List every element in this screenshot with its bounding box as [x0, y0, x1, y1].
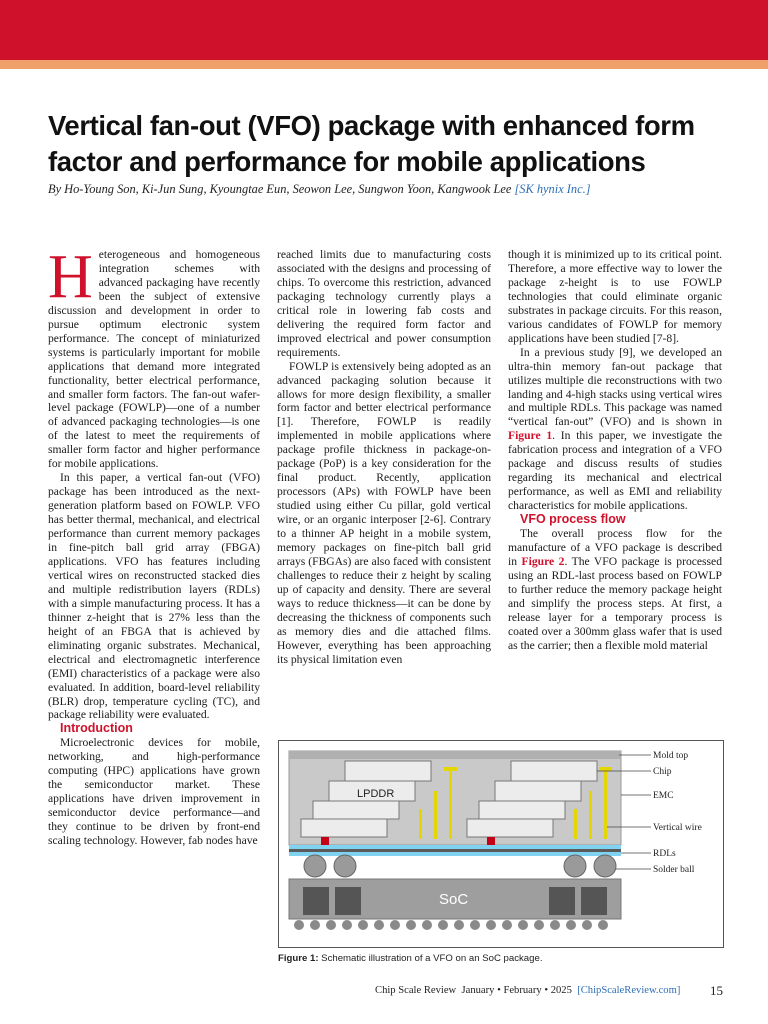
vertical-wire: [604, 771, 607, 839]
figure-2-reference[interactable]: Figure 2: [521, 554, 565, 568]
paragraph-5: FOWLP is extensively being adopted as an advanced packaging solution because it allows for more design flexibility, a smaller form factor and better electrical performance [1]. Therefore, FOWLP is readily implemented in mobile applications where package profile thickness in package-on-package (PoP) is a key consideration for the final product. Recently, application processors (APs) with FOWLP have been studied using either Cu pillar, gold vertical wire, or an organic interposer [2-6]. Contrary to a thinner AP height in a mobile system, memory packages on fine-pitch ball grid arrays (FBGAs) are also faced with consistent challenges to reduce their z height by scaling up of capacity and density. There are several ways to reduce thickness—it can be done by decreasing the thickness of components such as memory dies and die attached films. However, everything has been approaching its physical limitation even: [277, 359, 491, 666]
column-3: [508, 248, 722, 653]
section-heading-process-flow: VFO process flow: [520, 512, 626, 527]
byline: [48, 182, 738, 197]
soc-bump: [335, 887, 361, 915]
caption-label: Figure 1:: [278, 953, 319, 964]
column-1: [48, 243, 260, 848]
callout-chip: Chip: [653, 767, 672, 777]
paragraph-4: reached limits due to manufacturing costs associated with the designs and processing of chips. To overcome this restriction, advanced packaging technology currently plays a critical role in lowering fab costs and delivering the required form factor and improved electrical and power consumption requirements.: [277, 248, 491, 359]
solder-ball: [334, 855, 356, 877]
solder-ball: [304, 855, 326, 877]
red-mark: [487, 837, 495, 845]
callout-rdls: RDLs: [653, 849, 676, 859]
rdl-layer: [289, 849, 621, 852]
vertical-wire: [419, 809, 422, 839]
paragraph-3: Microelectronic devices for mobile, networking, and high-performance computing (HPC) applications have grown the semiconductor market. These applications have driven improvement in semiconductor device performance—and they continue to be driven by front-end scaling technology. However, fab nodes have: [48, 736, 260, 848]
callout-solder-ball: Solder ball: [653, 865, 695, 875]
soc-bump: [581, 887, 607, 915]
page-footer: [375, 985, 723, 996]
callout-emc: EMC: [653, 791, 674, 801]
mold-top: [289, 751, 621, 759]
paragraph-2: In this paper, a vertical fan-out (VFO) package has been introduced as the next-generation platform based on FOWLP. VFO has better thermal, mechanical, and electrical performance than current memory packages in fine-pitch ball grid array (FBGA) applications. VFO has features including vertical wires on reconstructed stacked dies and multiple redistribution layers (RDLs) with a simple manufacturing process. It has a thinner z-height that is 27% less than the height of an FBGA that is achieved by eliminating organic substrates. Mechanical, electrical and electromagnetic interference (EMI) characteristics of a package were also evaluated. In addition, board-level reliability (BLR) drop, temperature cycling (TC), and package reliability were evaluated.: [48, 471, 260, 722]
paragraph-7: [508, 346, 722, 513]
paragraph-7-text-b: . In this paper, we investigate the fabrication process and integration of a VFO package and discuss results of studies regarding its mechanical and electrical performance, as well as EMI and reliability characteristics for mobile applications.: [508, 429, 722, 513]
right-chip-2: [479, 801, 565, 819]
footer-link[interactable]: [ChipScaleReview.com]: [577, 985, 681, 996]
paragraph-6: though it is minimized up to its critical point. Therefore, a more effective way to lower the package z-height is to use FOWLP technologies that could eliminate organic substrates in package circuits. For this reason, various candidates of FOWLP for memory applications have been studied [7-8].: [508, 248, 722, 345]
caption-text: Schematic illustration of a VFO on an SoC package.: [318, 953, 543, 964]
section-heading-introduction: Introduction: [60, 721, 133, 736]
vertical-wire: [449, 771, 452, 839]
page-number: 15: [710, 983, 723, 998]
soc-bump: [549, 887, 575, 915]
figure-1-caption: [278, 953, 722, 964]
footer-issue: January • February • 2025: [461, 985, 572, 996]
paragraph-8: [508, 527, 722, 653]
figure-1-reference[interactable]: Figure 1: [508, 429, 553, 443]
callout-mold-top: Mold top: [653, 751, 689, 761]
solder-ball: [564, 855, 586, 877]
left-chip-4: [345, 761, 431, 781]
soc-label: SoC: [439, 891, 469, 908]
soc-bump: [303, 887, 329, 915]
die-label: LPDDR: [357, 788, 395, 800]
column-2: [277, 248, 491, 667]
paragraph-7-text-a: In a previous study [9], we developed an ultra-thin memory fan-out package that utilizes multiple die reconstructions with two landing and 4-high stacks using vertical wires and multiple RDLs. This package was named “vertical fan-out” (VFO) and is shown in: [508, 345, 722, 429]
wire-pad: [444, 767, 457, 771]
authors: By Ho-Young Son, Ki-Jun Sung, Kyoungtae Eun, Seowon Lee, Sungwon Yoon, Kangwook Lee: [48, 182, 512, 196]
drop-cap: H: [48, 243, 93, 311]
rdl-layer: [289, 845, 621, 849]
vertical-wire: [589, 791, 592, 839]
figure-1: [278, 740, 724, 948]
right-chip-3: [495, 781, 581, 801]
paragraph-8-text-a: The overall process flow for the manufacture of a VFO package is described in: [508, 527, 722, 568]
paragraph-1-text: eterogeneous and homogeneous integration schemes with advanced packaging have recently been the subject of extensive discussion and development in order to pursue optimum electronic system performance. The concept of miniaturized systems is particularly important for mobile applications that demand more integrated functionality, better electrical performance, and smaller form factors. The fan-out wafer-level package (FOWLP)—one of a number of advanced packaging technologies—is one of the latest to meet the requirements of smaller form factor and higher performance for mobile applications.: [48, 248, 260, 471]
left-chip-1: [301, 819, 387, 837]
vfo-package-diagram: [279, 741, 723, 947]
paragraph-1: [48, 243, 260, 471]
left-chip-2: [313, 801, 399, 819]
header-orange-band: [0, 60, 768, 69]
article-title: Vertical fan-out (VFO) package with enhanced form factor and performance for mobile applications: [48, 110, 695, 177]
wire-pad: [599, 767, 612, 771]
callout-vertical-wire: Vertical wire: [653, 823, 702, 833]
vertical-wire: [574, 809, 577, 839]
paragraph-8-text-b: . The VFO package is processed using an RDL-last process based on FOWLP to further reduce the memory package height and simplify the process steps. At first, a release layer for a temporary process is coated over a 300mm glass wafer that is used as the carrier; then a flexible mold material: [508, 554, 723, 652]
footer-journal: Chip Scale Review: [375, 985, 457, 996]
right-chip-4: [511, 761, 597, 781]
right-chip-1: [467, 819, 553, 837]
solder-ball: [594, 855, 616, 877]
header-red-band: [0, 0, 768, 60]
red-mark: [321, 837, 329, 845]
affiliation: [SK hynix Inc.]: [514, 182, 591, 196]
vertical-wire: [434, 791, 437, 839]
bottom-bumps: [294, 920, 608, 930]
